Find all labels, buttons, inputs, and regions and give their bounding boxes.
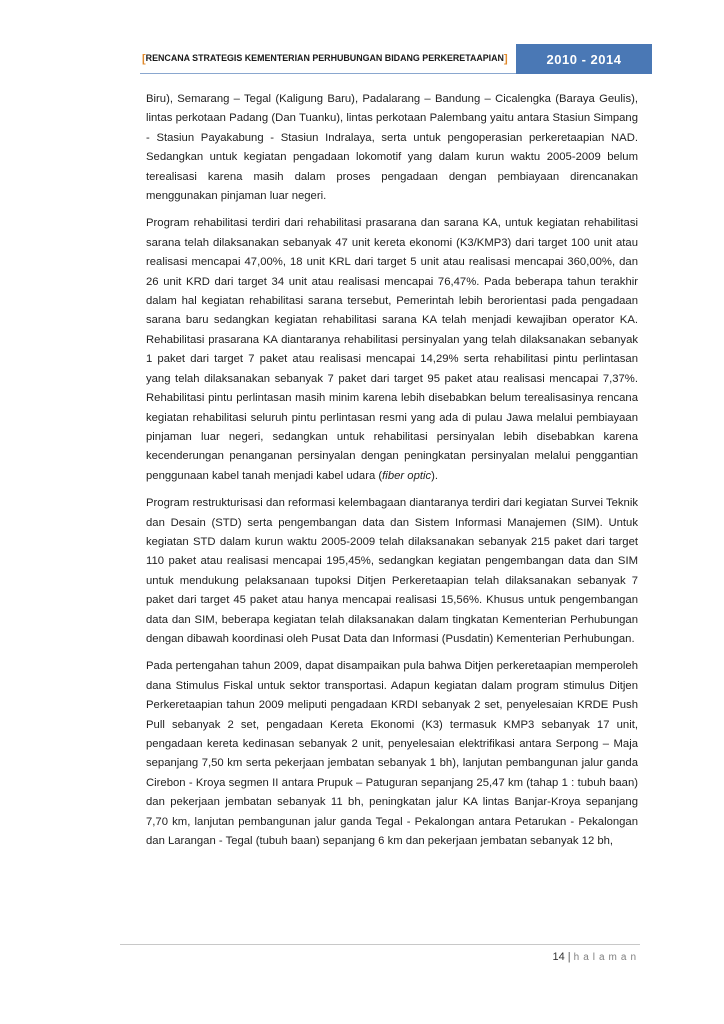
document-body	[146, 90, 638, 859]
header-title-text: RENCANA STRATEGIS KEMENTERIAN PERHUBUNGAN BIDANG PERKERETAAPIAN	[145, 53, 504, 63]
header-bracket-open: [	[142, 53, 146, 65]
paragraph-3	[146, 494, 638, 649]
header-bracket-close: ]	[503, 53, 508, 65]
header-title	[142, 53, 508, 65]
paragraph-4-text: Pada pertengahan tahun 2009, dapat disampaikan pula bahwa Ditjen perkeretaapian memperoleh dana Stimulus Fiskal untuk sektor transportasi. Adapun kegiatan dalam program stimulus Ditjen Perkeretaapian tahun 2009 meliputi pengadaan KRDI sebanyak 2 set, penyelesaian KRDE Push Pull sebanyak 2 set, pengadaan Kereta Ekonomi (K3) termasuk KMP3 sebanyak 17 unit, pengadaan kereta kedinasan sebanyak 2 unit, penyelesaian elektrifikasi antara Serpong – Maja sepanjang 7,50 km serta pekerjaan jembatan sebanyak 1 bh), lanjutan pembangunan jalur ganda Cirebon - Kroya segmen II antara Prupuk – Patuguran sepanjang 25,47 km (tahap 1 : tubuh baan) dan pekerjaan jembatan sebanyak 11 bh, peningkatan jalur KA lintas Banjar-Kroya sepanjang 7,70 km, lanjutan pembangunan jalur ganda Tegal - Pekalongan antara Petarukan - Pekalongan dan Larangan - Tegal (tubuh baan) sepanjang 6 km dan pekerjaan jembatan sebanyak 12 bh,	[146, 660, 638, 848]
paragraph-4	[146, 657, 638, 851]
header-year-badge: 2010 - 2014	[516, 44, 652, 74]
paragraph-2-text: Program rehabilitasi terdiri dari rehabilitasi prasarana dan sarana KA, untuk kegiatan rehabilitasi sarana telah dilaksanakan sebanyak 47 unit kereta ekonomi (K3/KMP3) dari target 100 unit atau realisasi mencapai 47,00%, 18 unit KRL dari target 5 unit atau realisasi mencapai 360,00%, dan 26 unit KRD dari target 34 unit atau realisasi mencapai 76,47%. Pada beberapa tahun terakhir dalam hal kegiatan rehabilitasi sarana tersebut, Pemerintah lebih berorientasi pada pengadaan sarana baru sedangkan kegiatan rehabilitasi sarana KA telah menjadi kewajiban operator KA. Rehabilitasi prasarana KA diantaranya rehabilitasi persinyalan yang telah dilaksanakan sebanyak 1 paket dari target 7 paket atau realisasi mencapai 14,29% serta rehabilitasi pintu perlintasan yang telah dilaksanakan sebanyak 7 paket dari target 95 paket atau realisasi mencapai 7,37%. Rehabilitasi pintu perlintasan masih minim karena lebih disebabkan belum terealisasinya rencana kegiatan rehabilitasi seluruh pintu perlintasan resmi yang ada di pulau Jawa melalui pembiayaan pinjaman luar negeri, sedangkan untuk rehabilitasi persinyalan lebih disebabkan karena kecenderungan penanganan persinyalan dengan peningkatan persinyalan melalui penggantian penggunaan kabel tanah menjadi kabel udara (	[146, 217, 638, 482]
paragraph-3-text: Program restrukturisasi dan reformasi kelembagaan diantaranya terdiri dari kegiatan Survei Teknik dan Desain (STD) serta pengembangan data dan Sistem Informasi Manajemen (SIM). Untuk kegiatan STD dalam kurun waktu 2005-2009 telah dilaksanakan sebanyak 215 paket dari target 110 paket atau realisasi mencapai 195,45%, sedangkan kegiatan pengembangan data dan SIM untuk mendukung pelaksanaan tupoksi Ditjen Perkeretaapian telah dilaksanakan sebanyak 7 paket dari target 45 paket atau hanya mencapai realisasi 15,56%. Khusus untuk pengembangan data dan SIM, beberapa kegiatan telah dilaksanakan dalam tingkatan Kementerian Perhubungan dengan dibawah koordinasi oleh Pusat Data dan Informasi (Pusdatin) Kementerian Perhubungan.	[146, 497, 638, 645]
paragraph-2-tail: ).	[431, 469, 439, 482]
paragraph-2-italic: fiber optic	[382, 469, 432, 482]
footer-label: halaman	[573, 952, 640, 963]
paragraph-1	[146, 90, 638, 206]
page-header	[140, 44, 652, 74]
footer-rule	[120, 944, 640, 945]
paragraph-2	[146, 214, 638, 486]
page-footer	[553, 951, 640, 963]
page-number: 14	[552, 951, 565, 963]
footer-separator: |	[567, 951, 571, 963]
paragraph-1-text: Biru), Semarang – Tegal (Kaligung Baru), Padalarang – Bandung – Cicalengka (Baraya Geulis), lintas perkotaan Padang (Dan Tuanku), lintas perkotaan Palembang yaitu antara Stasiun Simpang - Stasiun Payakabung - Stasiun Indralaya, serta untuk pengoperasian perkeretaapian NAD. Sedangkan untuk kegiatan pengadaan lokomotif yang dalam kurun waktu 2005-2009 belum terealisasi karena masih dalam proses pengadaan dengan pembiayaan direncanakan menggunakan pinjaman luar negeri.	[146, 93, 638, 203]
header-rule	[140, 73, 516, 74]
